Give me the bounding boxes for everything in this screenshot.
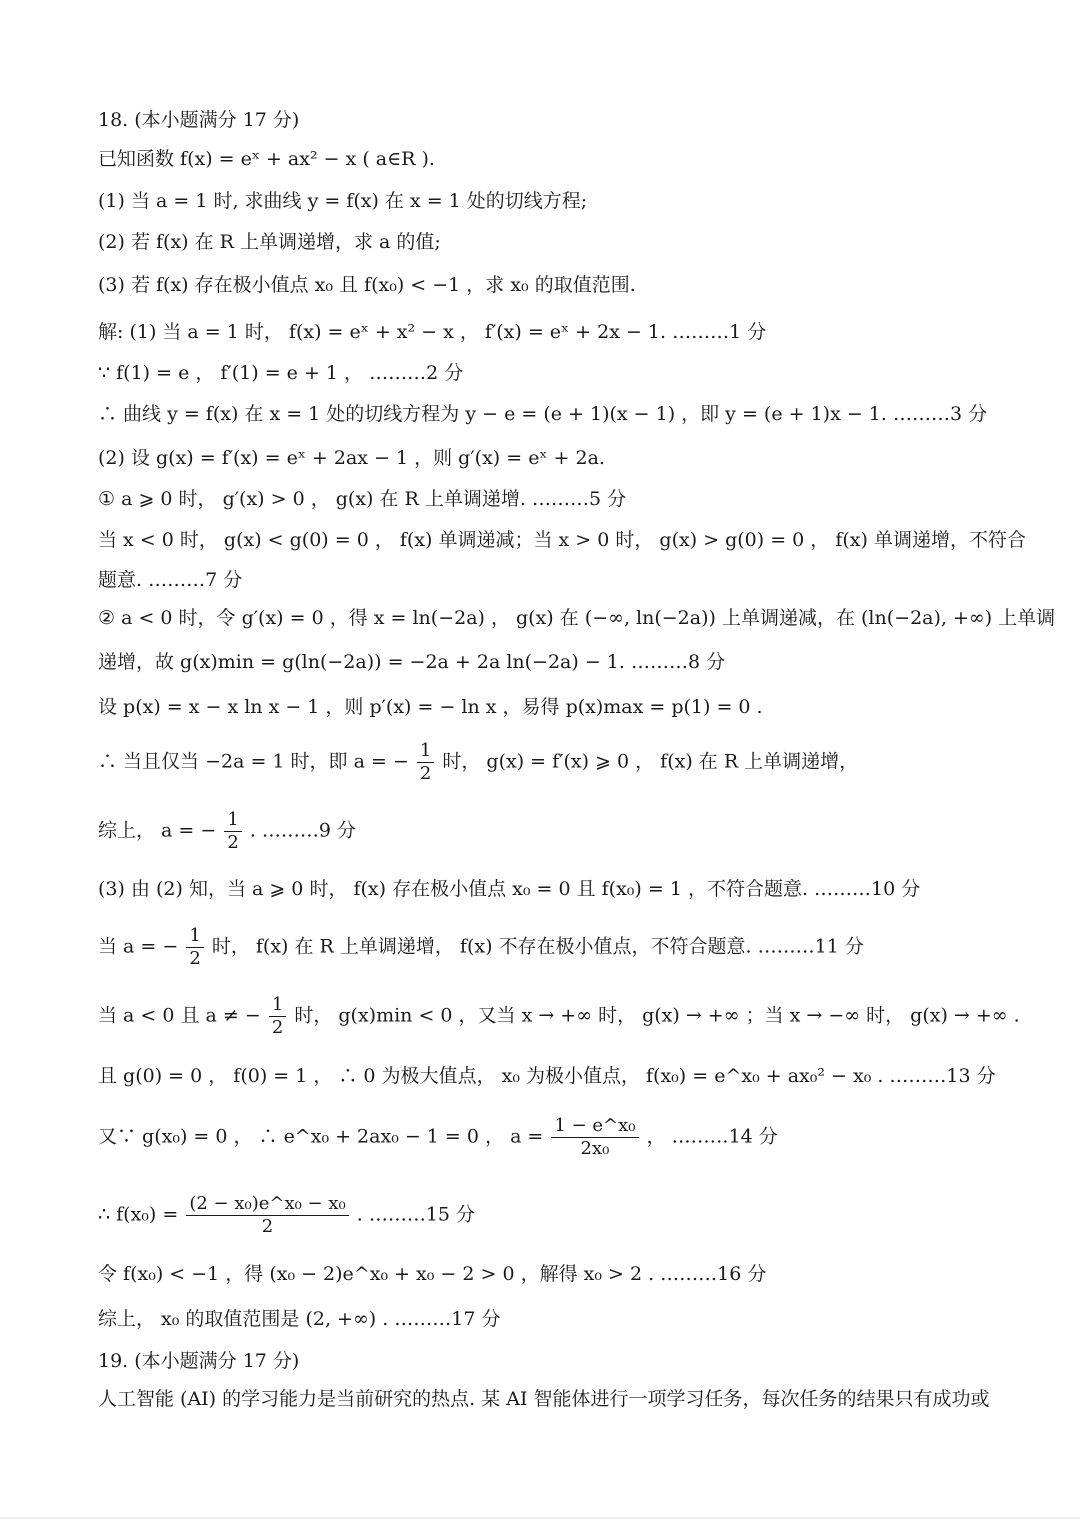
line-14-lead: 当 a = −	[98, 935, 179, 958]
line-18-tail: . ………15 分	[356, 1203, 476, 1226]
fraction-denominator: 2	[419, 763, 432, 784]
page-bottom-divider	[0, 1517, 1080, 1519]
solution-line-14	[98, 925, 1000, 970]
solution-line-19: 令 f(x₀) < −1 ，得 (x₀ − 2)e^x₀ + x₀ − 2 > 0 ，解得 x₀ > 2 . ………16 分	[98, 1263, 767, 1285]
q19-header: 19. (本小题满分 17 分)	[98, 1350, 300, 1372]
solution-line-3: ∴ 曲线 y = f(x) 在 x = 1 处的切线方程为 y − e = (e + 1)(x − 1) ，即 y = (e + 1)x − 1. ………3 分	[98, 403, 988, 425]
line-14-tail: 时， f(x) 在 R 上单调递增， f(x) 不存在极小值点，不符合题意. ………11 分	[211, 935, 864, 958]
fraction-f-expression	[186, 1193, 348, 1238]
line-12-lead: 综上， a = −	[98, 819, 217, 842]
solution-line-9: 递增，故 g(x)min = g(ln(−2a)) = −2a + 2a ln(−2a) − 1. ………8 分	[98, 651, 726, 673]
line-17-tail: ， ………14 分	[646, 1125, 778, 1148]
line-17-lead: 又∵ g(x₀) = 0 ， ∴ e^x₀ + 2ax₀ − 1 = 0 ， a =	[98, 1125, 544, 1148]
solution-line-10: 设 p(x) = x − x ln x − 1 ，则 p′(x) = − ln x ，易得 p(x)max = p(1) = 0 .	[98, 696, 763, 718]
solution-line-20: 综上， x₀ 的取值范围是 (2, +∞) . ………17 分	[98, 1308, 501, 1330]
line-12-tail: . ………9 分	[249, 819, 357, 842]
fraction-denominator: 2	[261, 1216, 274, 1237]
solution-line-6: 当 x < 0 时， g(x) < g(0) = 0 ， f(x) 单调递减；当 x > 0 时， g(x) > g(0) = 0 ， f(x) 单调递增，不符合	[98, 529, 1026, 551]
line-11-lead: ∴ 当且仅当 −2a = 1 时，即 a = −	[98, 750, 409, 773]
solution-line-17	[98, 1115, 1000, 1160]
solution-line-18	[98, 1193, 1000, 1238]
fraction-numerator: 1	[224, 809, 241, 832]
fraction-numerator: 1	[269, 994, 286, 1017]
fraction-denominator: 2x₀	[580, 1138, 610, 1159]
q18-part3: (3) 若 f(x) 存在极小值点 x₀ 且 f(x₀) < −1 ，求 x₀ 的取值范围.	[98, 274, 636, 296]
solution-line-4: (2) 设 g(x) = f′(x) = eˣ + 2ax − 1 ，则 g′(x) = eˣ + 2a.	[98, 447, 605, 469]
solution-line-16: 且 g(0) = 0 ， f(0) = 1 ， ∴ 0 为极大值点， x₀ 为极小值点， f(x₀) = e^x₀ + ax₀² − x₀ . ………13 分	[98, 1065, 996, 1087]
line-15-tail: 时， g(x)min < 0 ，又当 x → +∞ 时， g(x) → +∞ ；当 x → −∞ 时， g(x) → +∞ .	[294, 1004, 1020, 1027]
fraction-one-half	[186, 925, 203, 970]
fraction-denominator: 2	[271, 1017, 284, 1038]
solution-line-2: ∵ f(1) = e ， f′(1) = e + 1 ， ………2 分	[98, 362, 464, 384]
solution-line-12	[98, 809, 1000, 854]
fraction-numerator: 1	[417, 740, 434, 763]
fraction-denominator: 2	[227, 832, 239, 853]
fraction-one-half	[224, 809, 241, 854]
fraction-a-expression	[551, 1115, 638, 1160]
fraction-numerator: 1 − e^x₀	[551, 1115, 638, 1138]
q19-stem: 人工智能 (AI) 的学习能力是当前研究的热点. 某 AI 智能体进行一项学习任务，每次任务的结果只有成功或	[98, 1388, 990, 1410]
solution-line-5: ① a ⩾ 0 时， g′(x) > 0 ， g(x) 在 R 上单调递增. ………5 分	[98, 488, 627, 510]
line-15-lead: 当 a < 0 且 a ≠ −	[98, 1004, 261, 1027]
solution-line-13: (3) 由 (2) 知，当 a ⩾ 0 时， f(x) 存在极小值点 x₀ = 0 且 f(x₀) = 1 ，不符合题意. ………10 分	[98, 878, 921, 900]
solution-line-7: 题意. ………7 分	[98, 569, 243, 591]
q18-part1: (1) 当 a = 1 时, 求曲线 y = f(x) 在 x = 1 处的切线方程;	[98, 190, 588, 212]
fraction-one-half	[417, 740, 434, 785]
solution-line-1: 解: (1) 当 a = 1 时， f(x) = eˣ + x² − x ， f′(x) = eˣ + 2x − 1. ………1 分	[98, 321, 767, 343]
q18-header: 18. (本小题满分 17 分)	[98, 109, 300, 131]
fraction-one-half	[269, 994, 286, 1039]
solution-line-15	[98, 994, 1020, 1039]
solution-line-11	[98, 740, 1000, 785]
fraction-numerator: (2 − x₀)e^x₀ − x₀	[186, 1193, 348, 1216]
solution-line-8: ② a < 0 时，令 g′(x) = 0 ，得 x = ln(−2a) ， g(x) 在 (−∞, ln(−2a)) 上单调递减，在 (ln(−2a), +∞) 上单调	[98, 607, 1056, 629]
fraction-denominator: 2	[189, 948, 201, 969]
line-11-tail: 时， g(x) = f′(x) ⩾ 0 ， f(x) 在 R 上单调递增，	[442, 750, 859, 773]
fraction-numerator: 1	[186, 925, 203, 948]
q18-part2: (2) 若 f(x) 在 R 上单调递增，求 a 的值;	[98, 231, 441, 253]
q18-stem: 已知函数 f(x) = eˣ + ax² − x ( a∈R ).	[98, 148, 435, 170]
line-18-lead: ∴ f(x₀) =	[98, 1203, 179, 1226]
